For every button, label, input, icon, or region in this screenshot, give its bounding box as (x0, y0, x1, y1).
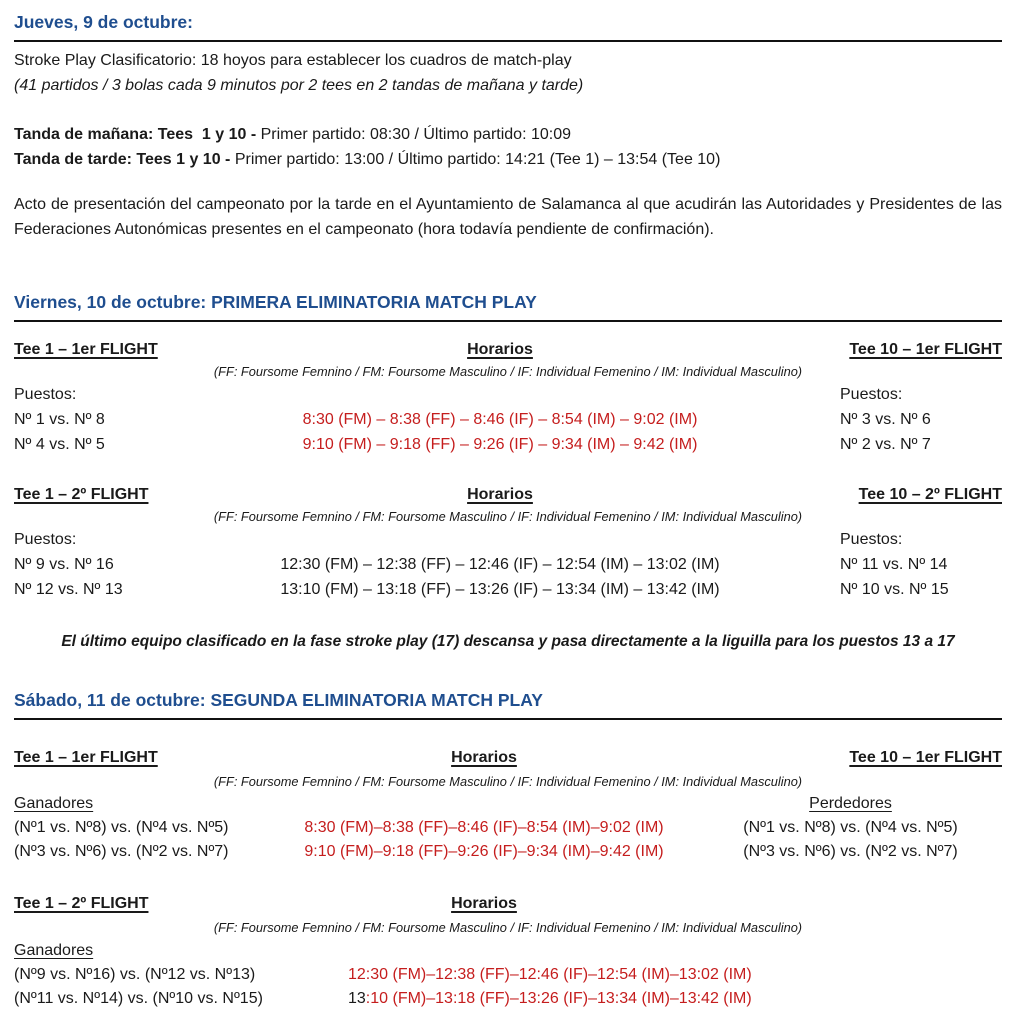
morning-session-label: Tanda de mañana: Tees 1 y 10 - (14, 126, 257, 143)
ganadores-label: Ganadores (14, 942, 94, 959)
tee1-flight-header: Tee 1 – 2º FLIGHT (14, 486, 149, 503)
spacer (244, 382, 756, 407)
right-pairing: Nº 10 vs. Nº 15 (840, 581, 949, 598)
match-row (14, 407, 1002, 432)
match-row (14, 816, 1002, 840)
left-pairing: (Nº3 vs. Nº6) vs. (Nº2 vs. Nº7) (14, 843, 229, 860)
viernes-heading: Viernes, 10 de octubre: PRIMERA ELIMINATORIA MATCH PLAY (14, 292, 1002, 322)
labels-row (14, 792, 1002, 816)
tee-times: 8:30 (FM) – 8:38 (FF) – 8:46 (IF) – 8:54 (IM) – 9:02 (IM) (302, 411, 698, 428)
right-label: Puestos: (840, 531, 903, 548)
horarios-header: Horarios (451, 749, 517, 766)
spacer (699, 892, 1002, 916)
left-pairing: (Nº9 vs. Nº16) vs. (Nº12 vs. Nº13) (14, 966, 256, 983)
jueves-heading: Jueves, 9 de octubre: (14, 12, 1002, 42)
format-legend: (FF: Foursome Femnino / FM: Foursome Masculino / IF: Individual Femenino / IM: Individual Masculino) (213, 920, 803, 935)
tee-times: 8:30 (FM)–8:38 (FF)–8:46 (IF)–8:54 (IM)–9:02 (IM) (304, 819, 664, 836)
flight-header-row (14, 340, 1002, 360)
tee-times: 9:10 (FM) – 9:18 (FF) – 9:26 (IF) – 9:34 (IM) – 9:42 (IM) (302, 436, 698, 453)
tee-times (336, 963, 1002, 987)
tee-times (336, 987, 1002, 1011)
format-legend: (FF: Foursome Femnino / FM: Foursome Masculino / IF: Individual Femenino / IM: Individual Masculino) (213, 509, 803, 524)
left-pairing: Nº 12 vs. Nº 13 (14, 581, 123, 598)
flight-header-row (14, 746, 1002, 770)
format-legend: (FF: Foursome Femnino / FM: Foursome Masculino / IF: Individual Femenino / IM: Individual Masculino) (213, 774, 803, 789)
right-pairing: Nº 3 vs. Nº 6 (840, 411, 931, 428)
left-pairing: Nº 4 vs. Nº 5 (14, 436, 105, 453)
spacer (244, 527, 756, 552)
tee1-flight-header: Tee 1 – 1er FLIGHT (14, 749, 158, 766)
viernes-flight1 (14, 340, 1002, 457)
perdedores-label: Perdedores (809, 795, 892, 812)
tee-times-red: :10 (FM)–13:18 (FF)–13:26 (IF)–13:34 (IM)–13:42 (IM) (365, 990, 752, 1007)
spacer (269, 792, 699, 816)
tee10-flight-header: Tee 10 – 2º FLIGHT (858, 486, 1002, 503)
morning-session-times: Primer partido: 08:30 / Último partido: 10:09 (256, 126, 571, 143)
tee-times-black-prefix: 13 (348, 990, 366, 1007)
labels-row (14, 527, 1002, 552)
tee-times: 12:30 (FM) – 12:38 (FF) – 12:46 (IF) – 12:54 (IM) – 13:02 (IM) (280, 556, 720, 573)
morning-session-line (14, 122, 1002, 147)
right-pairing: (Nº3 vs. Nº6) vs. (Nº2 vs. Nº7) (743, 843, 958, 860)
flight-header-row (14, 892, 1002, 916)
sabado-heading: Sábado, 11 de octubre: SEGUNDA ELIMINATORIA MATCH PLAY (14, 690, 1002, 720)
tee-times: 9:10 (FM)–9:18 (FF)–9:26 (IF)–9:34 (IM)–9:42 (IM) (304, 843, 664, 860)
left-label: Puestos: (14, 531, 77, 548)
labels-row (14, 938, 1002, 963)
tee-times: 13:10 (FM) – 13:18 (FF) – 13:26 (IF) – 13:34 (IM) – 13:42 (IM) (280, 581, 720, 598)
match-row (14, 963, 1002, 987)
left-pairing: Nº 1 vs. Nº 8 (14, 411, 105, 428)
right-label: Puestos: (840, 386, 903, 403)
sabado-flight2 (14, 892, 1002, 1011)
right-pairing: (Nº1 vs. Nº8) vs. (Nº4 vs. Nº5) (743, 819, 958, 836)
tee1-flight-header: Tee 1 – 1er FLIGHT (14, 341, 158, 358)
stroke-play-rest-note: El último equipo clasificado en la fase stroke play (17) descansa y pasa directamente a la liguilla para los puestos 13 a 17 (61, 633, 955, 650)
afternoon-session-label: Tanda de tarde: Tees 1 y 10 - (14, 151, 231, 168)
match-row (14, 840, 1002, 864)
left-label: Puestos: (14, 386, 77, 403)
horarios-header: Horarios (451, 895, 517, 912)
tee10-flight-header: Tee 10 – 1er FLIGHT (849, 341, 1002, 358)
right-pairing: Nº 2 vs. Nº 7 (840, 436, 931, 453)
right-pairing: Nº 11 vs. Nº 14 (840, 556, 948, 573)
labels-row (14, 382, 1002, 407)
left-pairing: (Nº1 vs. Nº8) vs. (Nº4 vs. Nº5) (14, 819, 229, 836)
ganadores-label: Ganadores (14, 795, 94, 812)
afternoon-session-line (14, 147, 1002, 172)
tee1-flight-header: Tee 1 – 2º FLIGHT (14, 895, 149, 912)
left-pairing: (Nº11 vs. Nº14) vs. (Nº10 vs. Nº15) (14, 990, 263, 1007)
match-row (14, 577, 1002, 602)
horarios-header: Horarios (467, 341, 533, 358)
tee10-flight-header: Tee 10 – 1er FLIGHT (849, 749, 1002, 766)
left-pairing: Nº 9 vs. Nº 16 (14, 556, 114, 573)
match-row (14, 432, 1002, 457)
format-legend: (FF: Foursome Femnino / FM: Foursome Masculino / IF: Individual Femenino / IM: Individual Masculino) (213, 364, 803, 379)
stroke-play-line: Stroke Play Clasificatorio: 18 hoyos para establecer los cuadros de match-play (14, 52, 572, 69)
viernes-flight2 (14, 485, 1002, 602)
tee-times-red: 12:30 (FM)–12:38 (FF)–12:46 (IF)–12:54 (IM)–13:02 (IM) (348, 966, 752, 983)
afternoon-session-times: Primer partido: 13:00 / Último partido: 14:21 (Tee 1) – 13:54 (Tee 10) (230, 151, 721, 168)
sabado-flight1 (14, 746, 1002, 864)
presentation-paragraph: Acto de presentación del campeonato por la tarde en el Ayuntamiento de Salamanca al que acudirán las Autoridades y Presidentes de las Federaciones Autonómicas presentes en el campeonato (hora todavía pendiente de confirmación). (14, 196, 1002, 238)
horarios-header: Horarios (467, 486, 533, 503)
match-row (14, 987, 1002, 1011)
stroke-play-detail: (41 partidos / 3 bolas cada 9 minutos por 2 tees en 2 tandas de mañana y tarde) (14, 77, 584, 94)
match-row (14, 552, 1002, 577)
flight-header-row (14, 485, 1002, 505)
